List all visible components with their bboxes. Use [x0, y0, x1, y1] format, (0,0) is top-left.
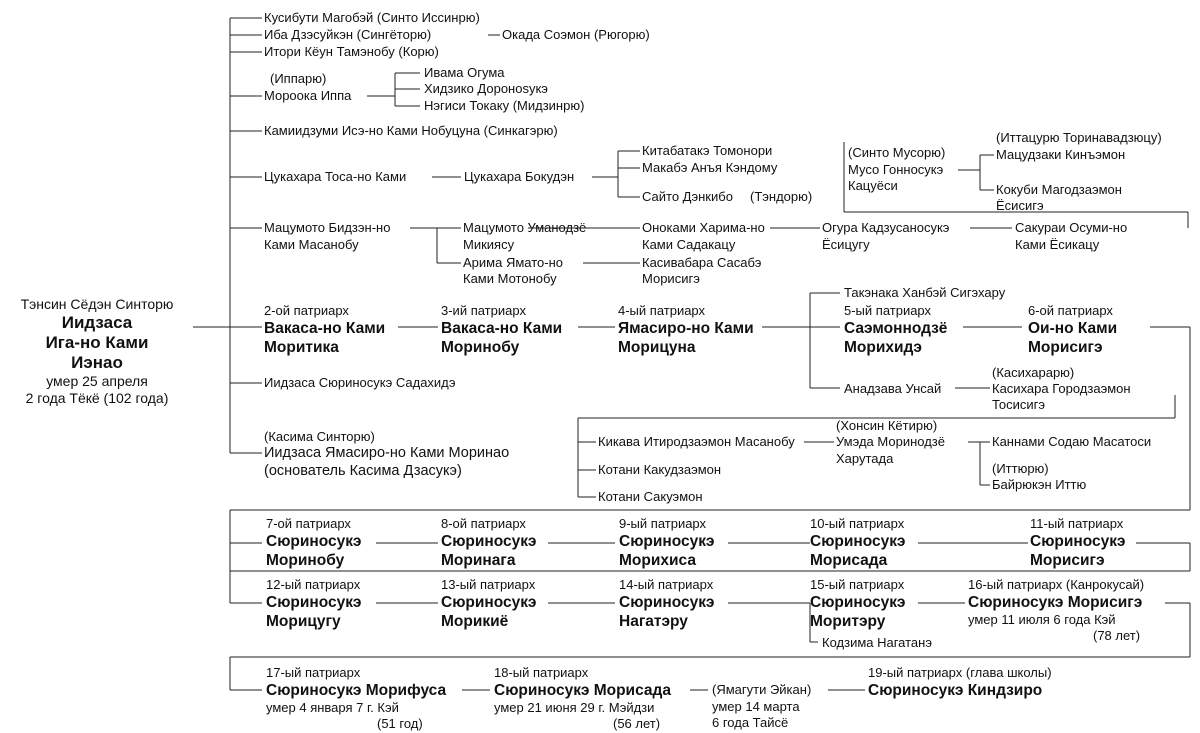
root-name-line-2: Ига-но Ками: [45, 333, 149, 352]
node-anadzava: Анадзава Унсай: [844, 381, 942, 396]
node-makabe: Макабэ Анъя Кэндому: [642, 160, 778, 175]
node-ogura-1: Огура Кадзусаносукэ: [822, 220, 950, 235]
node-kasivabara-2: Морисигэ: [642, 271, 700, 286]
patriarch-2-label: 2-ой патриарх: [264, 303, 349, 318]
node-muso-2: Кацуёси: [848, 178, 898, 193]
node-kamiidzumi: Камиидзуми Исэ-но Ками Нобуцуна (Синкагэрю): [264, 123, 558, 138]
patriarch-12-name-1: Сюриносукэ: [266, 594, 362, 611]
patriarch-11-label: 11-ый патриарх: [1030, 516, 1124, 531]
patriarch-12-label: 12-ый патриарх: [266, 577, 361, 592]
node-yamaguti-1: (Ямагути Эйкан): [712, 682, 812, 697]
node-sakurai-2: Ками Ёсикацу: [1015, 237, 1100, 252]
patriarch-5-label: 5-ый патриарх: [844, 303, 932, 318]
patriarch-15-label: 15-ый патриарх: [810, 577, 905, 592]
school-label-hosin: (Хонсин Кётирю): [836, 418, 938, 433]
node-ivama: Ивама Огума: [424, 65, 505, 80]
node-matsumoto-bidzen-2: Ками Масанобу: [264, 237, 359, 252]
patriarch-6-name-2: Морисигэ: [1028, 339, 1103, 356]
patriarch-8-name-1: Сюриносукэ: [441, 533, 537, 550]
node-arima-1: Арима Ямато-но: [463, 255, 563, 270]
school-title: Тэнсин Сёдэн Синторю: [20, 296, 174, 312]
root-name-line-3: Иэнао: [71, 353, 123, 372]
root-name-line-1: Иидзаса: [61, 313, 133, 332]
node-iba: Иба Дзэсуйкэн (Сингёторю): [264, 27, 432, 42]
school-label-muso: (Синто Мусорю): [848, 145, 946, 160]
patriarch-17-death-2: (51 год): [377, 716, 423, 731]
patriarch-5-name-1: Саэмоннодзё: [844, 320, 948, 337]
node-tsukahara-tosa: Цукахара Тоса-но Ками: [264, 169, 407, 184]
patriarch-16-death-1: умер 11 июля 6 года Кэй: [968, 612, 1116, 627]
node-kasima-note: (основатель Касима Дзасукэ): [264, 463, 462, 479]
patriarch-11-name-2: Морисигэ: [1030, 552, 1105, 569]
node-matsudzaki: Мацудзаки Кинъэмон: [996, 147, 1126, 162]
patriarch-2-name-1: Вакаса-но Ками: [264, 320, 386, 337]
patriarch-5-name-2: Морихидэ: [844, 339, 922, 356]
patriarch-11-name-1: Сюриносукэ: [1030, 533, 1126, 550]
school-label-kasihara: (Касихарарю): [992, 365, 1075, 380]
node-kasivabara-1: Касивабара Сасабэ: [642, 255, 762, 270]
node-kitabatake: Китабатакэ Томонори: [642, 143, 773, 158]
node-kasihara-2: Тосисигэ: [992, 397, 1046, 412]
patriarch-14-name-2: Нагатэру: [619, 613, 688, 630]
patriarch-6-name-1: Ои-но Ками: [1028, 320, 1118, 337]
node-matsumoto-umanodze-1: Мацумото Уманодзё: [463, 220, 587, 235]
node-negisi: Нэгиси Токаку (Мидзинрю): [424, 98, 585, 113]
patriarch-3-label: 3-ий патриарх: [441, 303, 526, 318]
patriarch-7-name-2: Моринобу: [266, 552, 345, 569]
patriarch-8-label: 8-ой патриарх: [441, 516, 526, 531]
node-matsumoto-bidzen-1: Мацумото Бидзэн-но: [264, 220, 391, 235]
node-onokami-1: Оноками Харима-но: [642, 220, 765, 235]
patriarch-14-label: 14-ый патриарх: [619, 577, 714, 592]
root-death-line-1: умер 25 апреля: [46, 373, 148, 389]
patriarch-15-name-2: Моритэру: [810, 613, 886, 630]
root-death-line-2: 2 года Тёкё (102 года): [25, 390, 169, 406]
patriarch-17-death-1: умер 4 января 7 г. Кэй: [266, 700, 399, 715]
patriarch-19-label: 19-ый патриарх (глава школы): [868, 665, 1052, 680]
patriarch-15-name-1: Сюриносукэ: [810, 594, 906, 611]
patriarch-10-name-1: Сюриносукэ: [810, 533, 906, 550]
school-label-kasima: (Касима Синторю): [264, 429, 375, 444]
patriarch-18-name: Сюриносукэ Морисада: [494, 682, 671, 699]
node-sadahide: Иидзаса Сюриносукэ Садахидэ: [264, 375, 456, 390]
patriarch-13-name-2: Морикиё: [441, 613, 509, 630]
patriarch-18-death-2: (56 лет): [613, 716, 661, 731]
root-patriarch: [2, 296, 192, 407]
patriarch-9-name-2: Морихиса: [619, 552, 696, 569]
patriarch-17-label: 17-ый патриарх: [266, 665, 361, 680]
patriarch-9-name-1: Сюриносукэ: [619, 533, 715, 550]
patriarch-13-name-1: Сюриносукэ: [441, 594, 537, 611]
school-label-ittyu: (Иттюрю): [992, 461, 1049, 476]
node-yamaguti-2: умер 14 марта: [712, 699, 800, 714]
node-moroka: Мороока Иппа: [264, 88, 352, 103]
node-kodzima: Кодзима Нагатанэ: [822, 635, 932, 650]
school-label-tendoryu: (Тэндорю): [750, 189, 813, 204]
node-hidziko: Хидзико Доронosукэ: [424, 81, 548, 96]
node-sakurai-1: Сакураи Осуми-но: [1015, 220, 1128, 235]
patriarch-10-name-2: Морисада: [810, 552, 888, 569]
node-bairyuken: Байрюкэн Иттю: [992, 477, 1087, 492]
node-kannami: Каннами Содаю Масатоси: [992, 434, 1152, 449]
patriarch-3-name-1: Вакаса-но Ками: [441, 320, 563, 337]
node-muso-1: Мусо Гонносукэ: [848, 162, 944, 177]
patriarch-6-label: 6-ой патриарх: [1028, 303, 1113, 318]
patriarch-4-name-1: Ямасиро-но Ками: [618, 320, 754, 337]
node-tsukahara-bokuden: Цукахара Бокудэн: [464, 169, 575, 184]
patriarch-3-name-2: Моринобу: [441, 339, 520, 356]
node-umedza-1: Умэда Моринодзё: [836, 434, 945, 449]
node-takenaka: Такэнака Ханбэй Сигэхару: [844, 285, 1006, 300]
patriarch-9-label: 9-ый патриарх: [619, 516, 707, 531]
patriarch-19-name: Сюриносукэ Киндзиро: [868, 682, 1043, 699]
node-kusibuti: Кусибути Магобэй (Синто Иссинрю): [264, 10, 480, 25]
node-saito: Сайто Дэнкибо: [642, 189, 733, 204]
patriarch-4-name-2: Морицуна: [618, 339, 696, 356]
node-kasihara-1: Касихара Городзаэмон: [992, 381, 1131, 396]
patriarch-16-death-2: (78 лет): [1093, 628, 1141, 643]
node-umedza-2: Харутада: [836, 451, 894, 466]
patriarch-16-name: Сюриносукэ Морисигэ: [968, 594, 1143, 611]
node-matsumoto-umanodze-2: Микиясу: [463, 237, 515, 252]
school-label-ittatsu: (Иттацурю Торинавадзюцу): [996, 130, 1162, 145]
node-kokubi-2: Ёсисигэ: [996, 198, 1044, 213]
patriarch-18-death-1: умер 21 июня 29 г. Мэйдзи: [494, 700, 655, 715]
patriarch-17-name: Сюриносукэ Морифуса: [266, 682, 447, 699]
node-itori: Итори Кёун Тамэнобу (Корю): [264, 44, 439, 59]
school-label-ipparyu: (Иппарю): [270, 71, 327, 86]
node-kikava: Кикава Итиродзаэмон Масанобу: [598, 434, 795, 449]
patriarch-4-label: 4-ый патриарх: [618, 303, 706, 318]
node-okada: Окада Соэмон (Рюгорю): [502, 27, 650, 42]
patriarch-14-name-1: Сюриносукэ: [619, 594, 715, 611]
node-yamaguti-3: 6 года Тайсё: [712, 715, 789, 730]
patriarch-8-name-2: Моринага: [441, 552, 516, 569]
node-kotani-sakuemon: Котани Сакуэмон: [598, 489, 703, 504]
patriarch-2-name-2: Моритика: [264, 339, 339, 356]
patriarch-10-label: 10-ый патриарх: [810, 516, 905, 531]
patriarch-7-label: 7-ой патриарх: [266, 516, 351, 531]
patriarch-7-name-1: Сюриносукэ: [266, 533, 362, 550]
patriarch-18-label: 18-ый патриарх: [494, 665, 589, 680]
node-kotani-kakudzaemon: Котани Какудзаэмон: [598, 462, 722, 477]
node-onokami-2: Ками Садакацу: [642, 237, 736, 252]
node-arima-2: Ками Мотонобу: [463, 271, 557, 286]
patriarch-16-label: 16-ый патриарх (Канрокусай): [968, 577, 1145, 592]
node-kasima-founder: Иидзаса Ямасиро-но Ками Моринао: [264, 445, 510, 461]
node-kokubi-1: Кокуби Магодзаэмон: [996, 182, 1122, 197]
patriarch-12-name-2: Морицугу: [266, 613, 341, 630]
patriarch-13-label: 13-ый патриарх: [441, 577, 536, 592]
node-ogura-2: Ёсицугу: [822, 237, 870, 252]
